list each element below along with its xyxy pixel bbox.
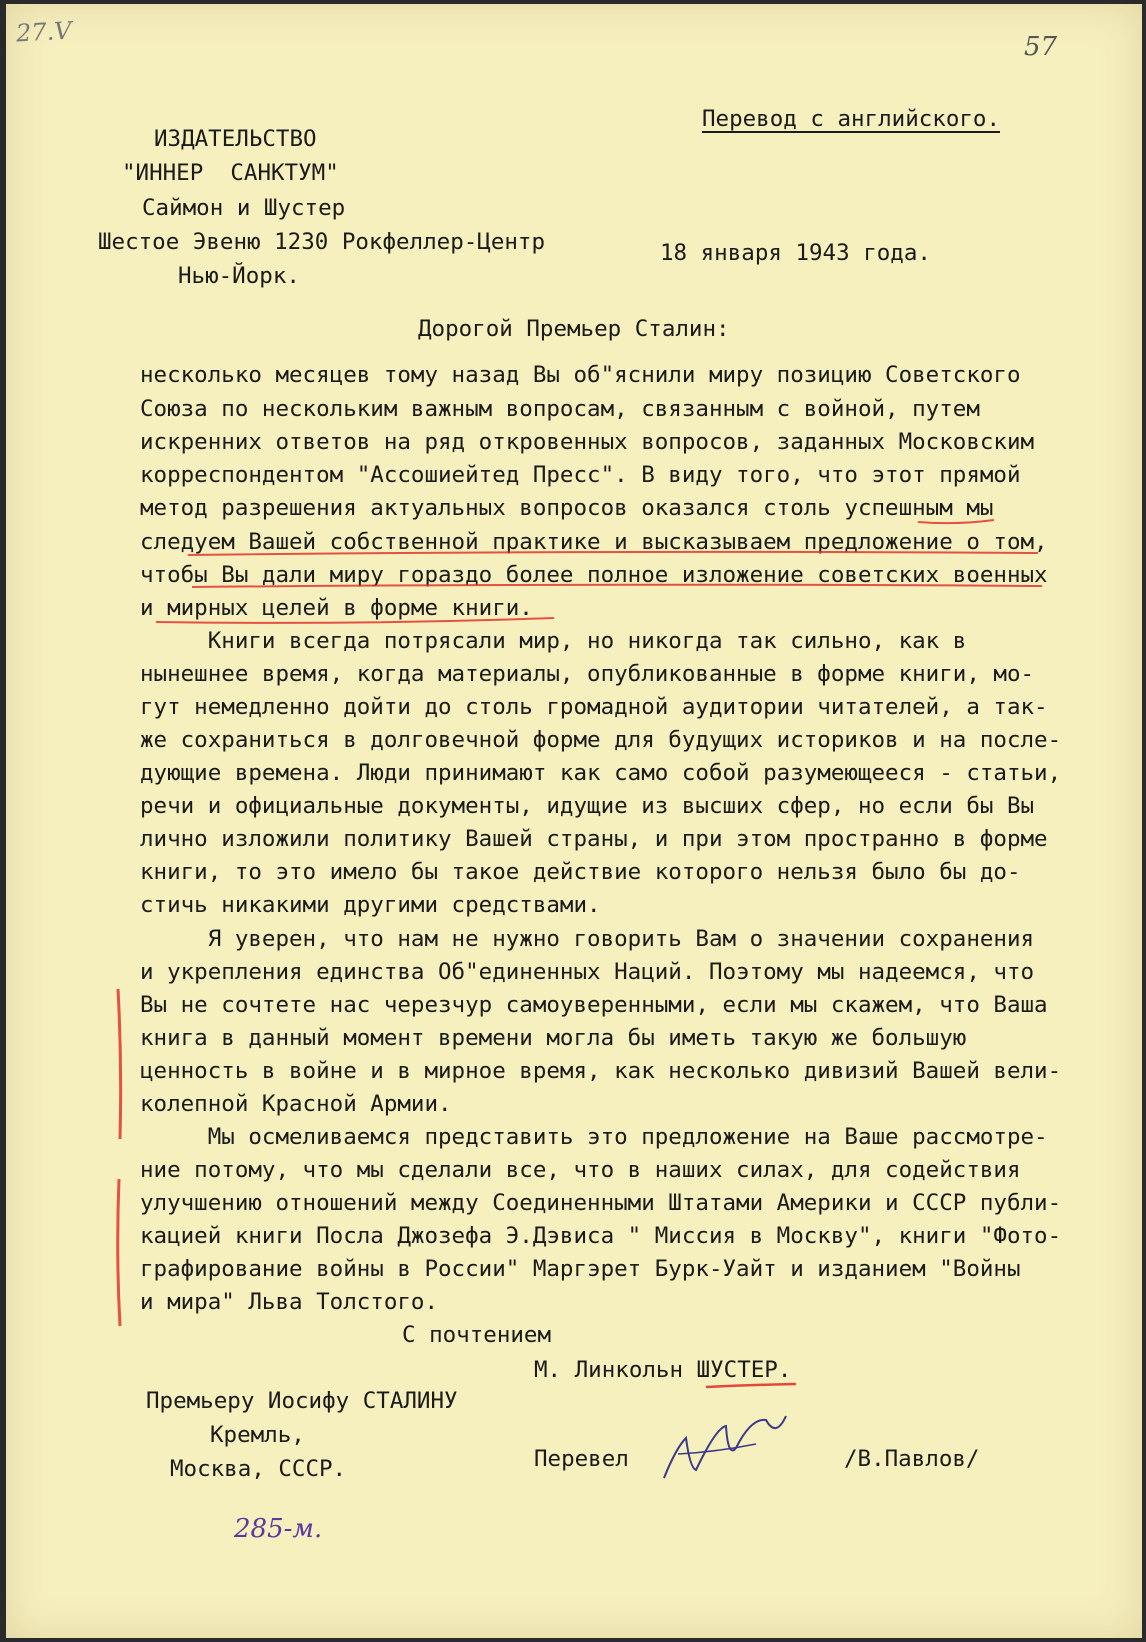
body-line: Мы осмеливаемся представить это предложение на Ваше рассмотре- [140,1124,1048,1150]
body-line: Книги всегда потрясали мир, но никогда так сильно, как в [140,628,967,654]
body-line: лично изложили политику Вашей страны, и при этом пространно в форме [140,826,1048,852]
registration-mark: 285-м. [234,1514,323,1544]
publisher-line-2: "ИННЕР САНКТУМ" [122,160,339,186]
body-line: улучшению отношений между Соединенными Штатами Америки и СССР публи- [140,1190,1062,1216]
closing: С почтением [402,1322,552,1348]
publisher-line-3: Саймон и Шустер [142,195,346,221]
translator-name: /В.Павлов/ [844,1446,980,1472]
body-line: Союза по нескольким важным вопросам, связанным с войной, путем [140,396,980,422]
body-line: и мирных целей в форме книги. [140,595,533,621]
body-line: кацией книги Посла Джозефа Э.Дэвиса " Миссия в Москву", книги "Фото- [140,1223,1062,1249]
body-line: колепной Красной Армии. [140,1091,452,1117]
body-line: графирование войны в России" Маргэрет Бурк-Уайт и изданием "Войны [140,1256,1021,1282]
document-page [6,4,1142,1638]
translator-label: Перевел [534,1446,629,1472]
body-line: ценность в войне и в мирное время, как несколько дивизий Вашей вели- [140,1058,1062,1084]
translation-note: Перевод с английского. [702,106,1001,132]
body-line: и укрепления единства Об"единенных Наций. Поэтому мы надеемся, что [140,959,1035,985]
signatory: М. Линкольн ШУСТЕР. [534,1357,792,1383]
archive-mark-top-left: 27.V [15,16,73,48]
body-line: Я уверен, что нам не нужно говорить Вам о значении сохранения [140,926,1035,952]
body-line: несколько месяцев тому назад Вы об"яснили миру позицию Советского [140,362,1021,388]
body-line: метод разрешения актуальных вопросов оказался столь успешным мы [140,495,994,521]
letter-date: 18 января 1943 года. [660,240,931,266]
body-line: и мира" Льва Толстого. [140,1289,439,1315]
page-number: 57 [1024,32,1058,62]
body-line: стичь никакими другими средствами. [140,892,601,918]
body-line: ние потому, что мы сделали все, что в наших силах, для содействия [140,1157,1021,1183]
recipient-line-1: Премьеру Иосифу СТАЛИНУ [146,1388,458,1414]
body-line: чтобы Вы дали миру гораздо более полное изложение советских военных [140,562,1048,588]
publisher-line-5: Нью-Йорк. [178,263,300,289]
salutation: Дорогой Премьер Сталин: [418,316,730,342]
body-line: дующие времена. Люди принимают как само собой разумеющееся - статьи, [140,760,1062,786]
recipient-line-2: Кремль, [210,1422,305,1448]
publisher-line-1: ИЗДАТЕЛЬСТВО [154,126,317,152]
body-line: же сохраниться в долговечной форме для будущих историков и на после- [140,727,1062,753]
body-line: гут немедленно дойти до столь громадной аудитории читателей, а так- [140,694,1048,720]
publisher-line-4: Шестое Эвеню 1230 Рокфеллер-Центр [98,229,546,255]
recipient-line-3: Москва, СССР. [170,1456,347,1482]
translator-signature [656,1408,806,1488]
body-line: книга в данный момент времени могла бы иметь такую же большую [140,1025,967,1051]
body-line: следуем Вашей собственной практике и высказываем предложение о том, [140,529,1048,555]
body-line: книги, то это имело бы такое действие которого нельзя было бы до- [140,859,1021,885]
body-line: речи и официальные документы, идущие из высших сфер, но если бы Вы [140,793,1035,819]
body-line: нынешнее время, когда материалы, опубликованные в форме книги, мо- [140,661,1035,687]
body-line: искренних ответов на ряд откровенных вопросов, заданных Московским [140,429,1035,455]
body-line: корреспондентом "Ассошиейтед Пресс". В виду того, что этот прямой [140,462,1021,488]
body-line: Вы не сочтете нас черезчур самоуверенными, если мы скажем, что Ваша [140,992,1048,1018]
